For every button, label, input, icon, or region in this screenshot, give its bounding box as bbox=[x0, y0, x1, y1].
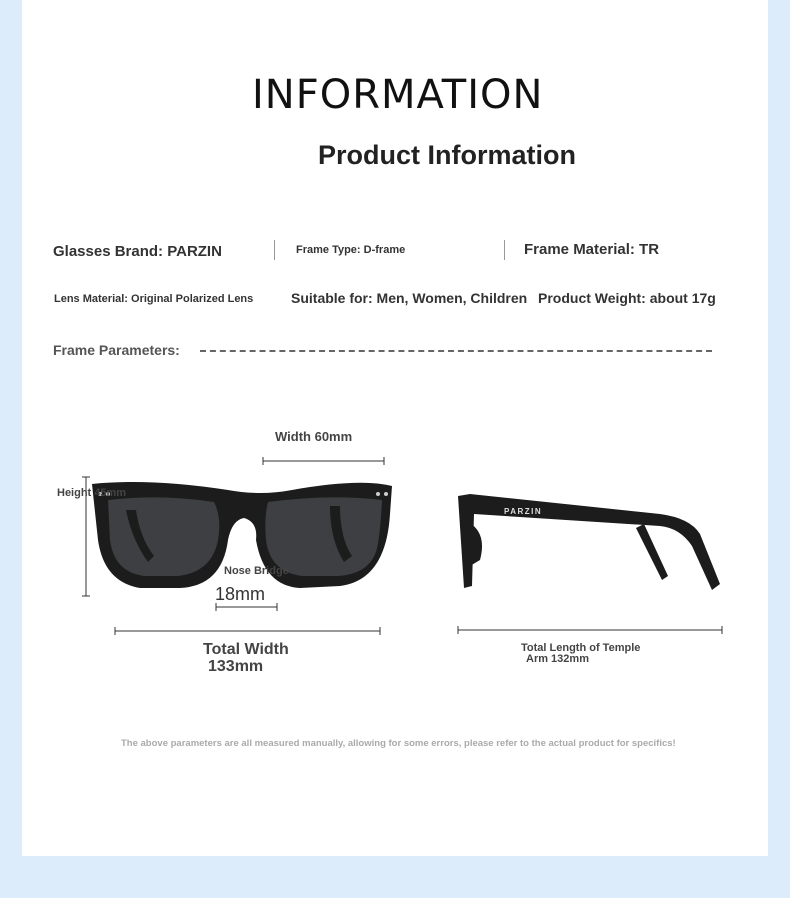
width-label: Width 60mm bbox=[275, 429, 353, 444]
total-width-value: 133mm bbox=[208, 658, 264, 675]
spec-weight: Product Weight: about 17g bbox=[538, 290, 716, 306]
height-label: Height 45mm bbox=[57, 487, 127, 499]
spec-suitable-for: Suitable for: Men, Women, Children bbox=[291, 290, 528, 306]
temple-length-label: Total Length of Temple bbox=[521, 642, 641, 654]
temple-logo: PARZIN bbox=[504, 507, 543, 516]
frame-parameters-label: Frame Parameters: bbox=[53, 342, 180, 358]
section-title: Product Information bbox=[318, 140, 576, 170]
side-view-glasses bbox=[458, 494, 720, 590]
spec-frame-type: Frame Type: D-frame bbox=[296, 244, 406, 256]
nose-bridge-label: Nose Bridge bbox=[224, 565, 289, 577]
spec-frame-material: Frame Material: TR bbox=[524, 241, 660, 258]
disclaimer-note: The above parameters are all measured manually, allowing for some errors, please refer to the actual product for specifics! bbox=[121, 738, 676, 749]
spec-brand: Glasses Brand: PARZIN bbox=[53, 243, 222, 260]
spec-lens-material: Lens Material: Original Polarized Lens bbox=[54, 293, 254, 305]
temple-length-value: Arm 132mm bbox=[526, 653, 589, 665]
page-heading: INFORMATION bbox=[252, 72, 544, 118]
total-width-label: Total Width bbox=[203, 641, 289, 658]
nose-bridge-value: 18mm bbox=[215, 584, 266, 604]
